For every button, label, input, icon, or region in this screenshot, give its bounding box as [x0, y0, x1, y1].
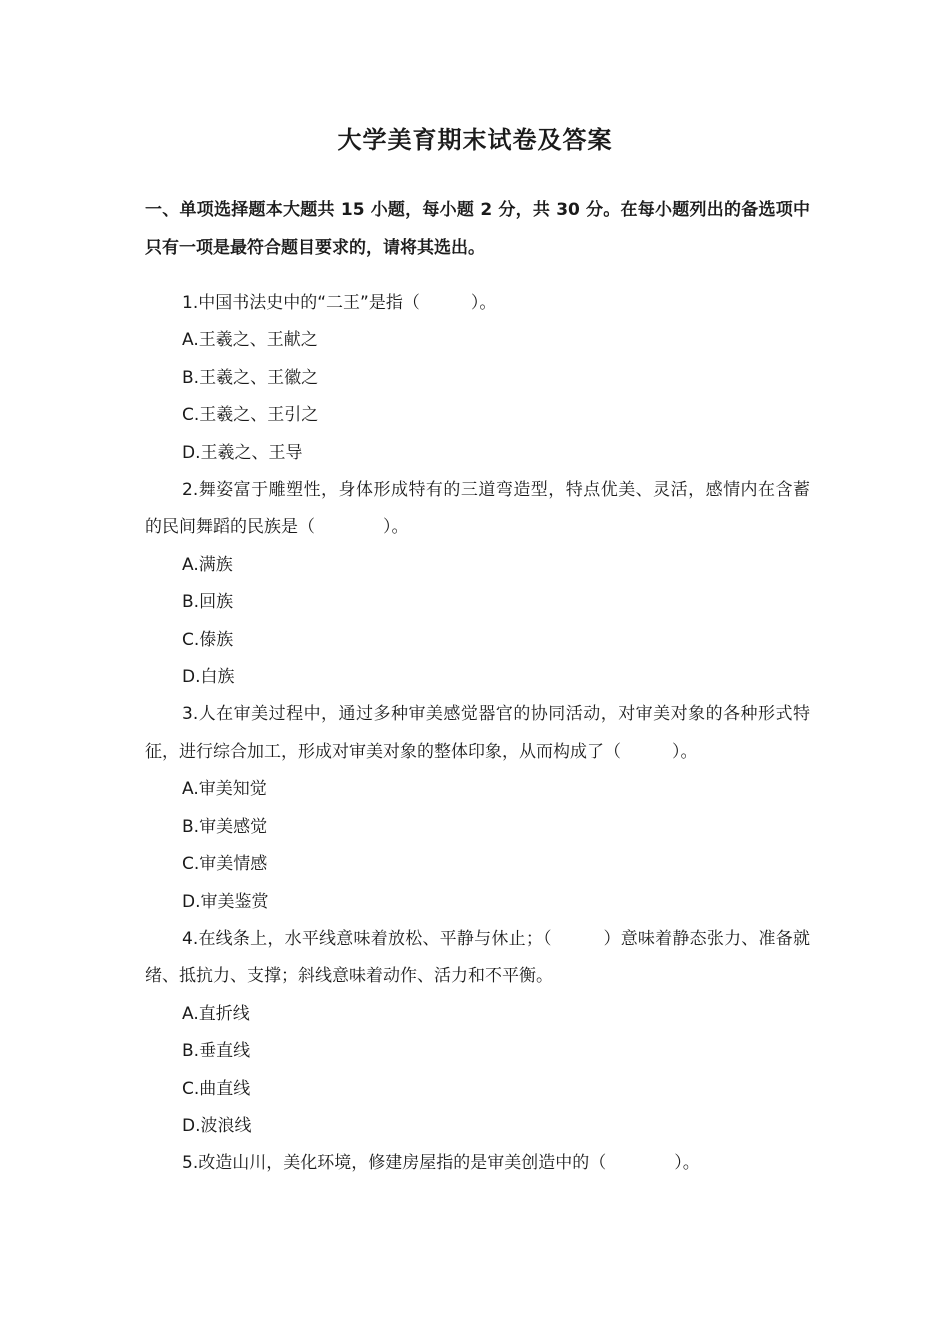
- answer-option: D.审美鉴赏: [182, 891, 269, 912]
- question-stem: 1.中国书法史中的“二王”是指（ ）。: [182, 293, 497, 313]
- question-stem: 3.人在审美过程中，通过多种审美感觉器官的协同活动，对审美对象的各种形式特征，进行综合加工，形成对审美对象的整体印象，从而构成了（ ）。: [145, 704, 810, 762]
- answer-option: C.审美情感: [182, 854, 268, 875]
- answer-option: D.白族: [182, 667, 235, 688]
- answer-option: A.王羲之、王献之: [182, 330, 318, 351]
- page-title: 大学美育期末试卷及答案: [337, 125, 613, 154]
- question-list: [145, 285, 810, 1183]
- answer-option: C.王羲之、王引之: [182, 405, 319, 426]
- question-stem: 5.改造山川，美化环境，修建房屋指的是审美创造中的（ ）。: [182, 1153, 700, 1174]
- answer-option: A.直折线: [182, 1003, 250, 1024]
- question-stem: 4.在线条上，水平线意味着放松、平静与休止；（ ）意味着静态张力、准备就绪、抵抗力、支撑；斜线意味着动作、活力和不平衡。: [145, 928, 810, 987]
- answer-option: A.满族: [182, 554, 233, 575]
- answer-option: D.王羲之、王导: [182, 442, 303, 463]
- answer-option: A.审美知觉: [182, 779, 267, 800]
- answer-option: B.审美感觉: [182, 816, 268, 837]
- answer-option: C.傣族: [182, 629, 234, 650]
- answer-option: B.回族: [182, 592, 234, 613]
- answer-option: D.波浪线: [182, 1115, 252, 1136]
- answer-option: C.曲直线: [182, 1078, 251, 1099]
- question-stem: 2.舞姿富于雕塑性，身体形成特有的三道弯造型，特点优美、灵活，感情内在含蓄的民间舞蹈的民族是（ ）。: [145, 480, 810, 538]
- answer-option: B.王羲之、王徽之: [182, 367, 319, 388]
- section-heading: 一、单项选择题本大题共 15 小题，每小题 2 分，共 30 分。在每小题列出的备选项中只有一项是最符合题目要求的，请将其选出。: [145, 200, 810, 258]
- answer-option: B.垂直线: [182, 1041, 251, 1062]
